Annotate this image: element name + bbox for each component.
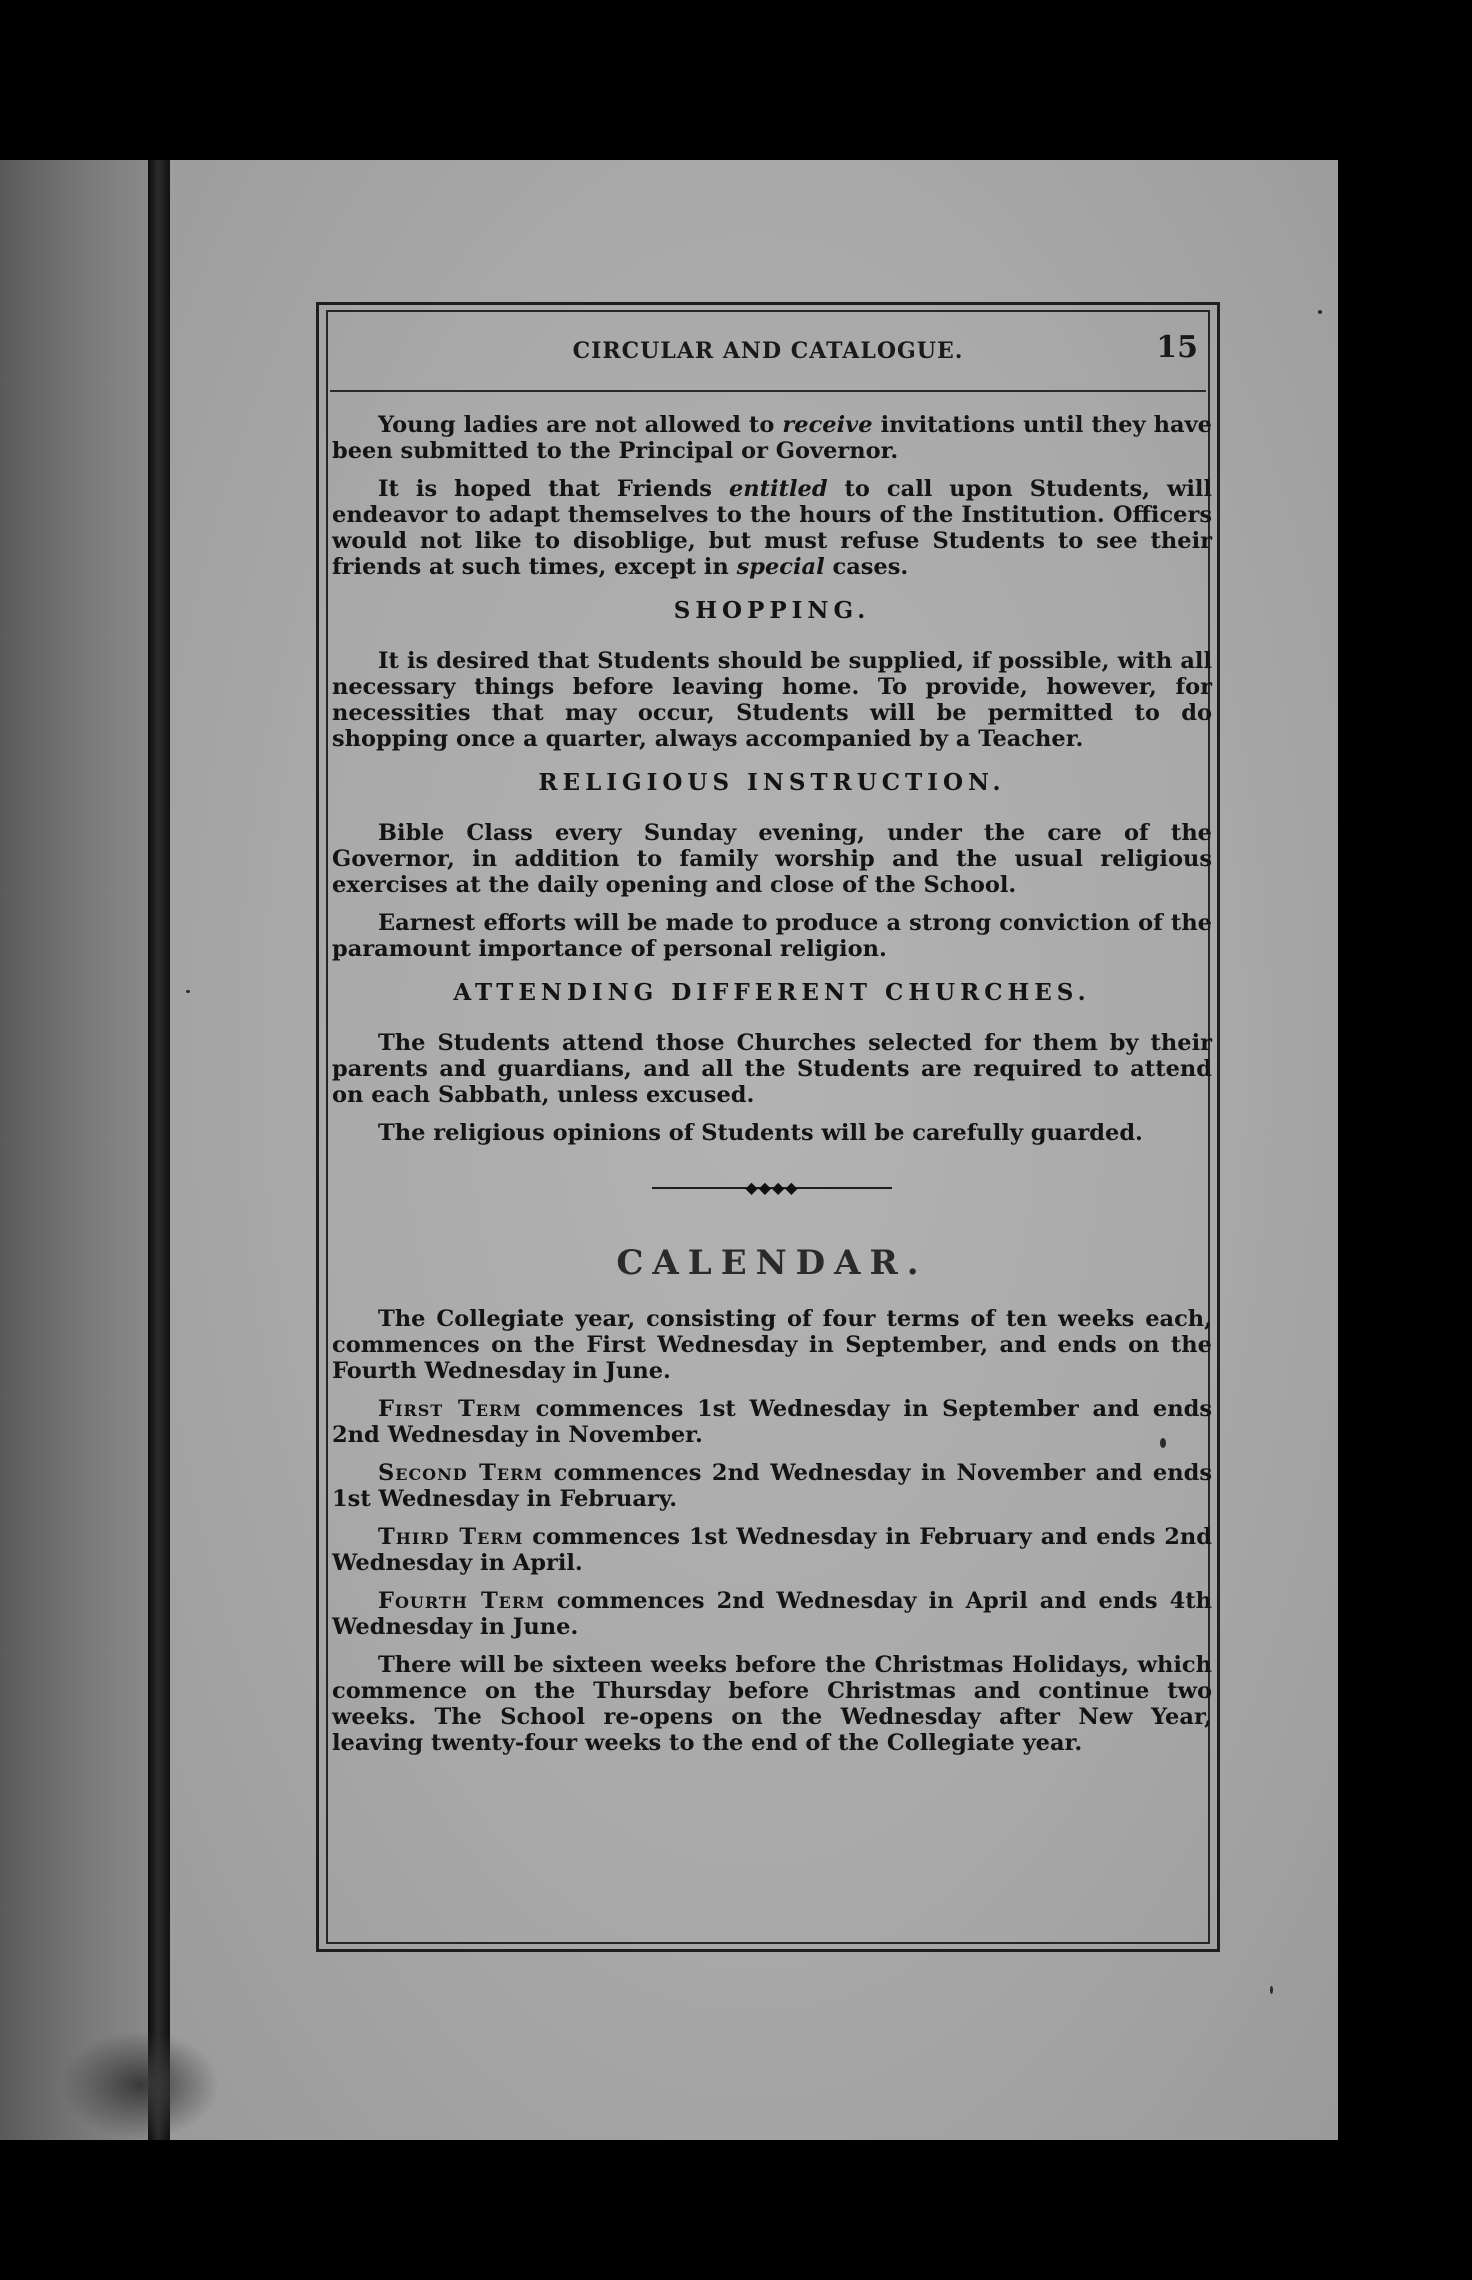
heading-shopping: SHOPPING. (673, 597, 871, 624)
ink-speck (1318, 310, 1322, 314)
paragraph-collegiate-year: The Collegiate year, consisting of four terms of ten weeks each, commences on the First Wednesday in September, and ends on the Fourth Wednesday in June. (332, 1306, 1212, 1384)
term-label: Third Term (378, 1524, 524, 1550)
paragraph-friends (332, 476, 1212, 580)
binding-gutter (148, 160, 170, 2140)
text-run: invitations until they have been submitted to the Principal or Governor. (332, 412, 1212, 464)
paragraph-christmas-holidays: There will be sixteen weeks before the Christmas Holidays, which commence on the Thursday before Christmas and continue two weeks. The School re-opens on the Wednesday after New Year, leaving twenty-four weeks to the end of the Collegiate year. (332, 1652, 1212, 1756)
paragraph-earnest-efforts: Earnest efforts will be made to produce a strong conviction of the paramount importance of personal religion. (332, 910, 1212, 962)
paragraph-bible-class: Bible Class every Sunday evening, under the care of the Governor, in addition to family worship and the usual religious exercises at the daily opening and close of the School. (332, 820, 1212, 898)
ink-speck (1160, 1438, 1166, 1448)
page-number: 15 (1156, 330, 1198, 365)
scan-shadow (60, 2030, 220, 2140)
paragraph-second-term (332, 1460, 1212, 1512)
paragraph-churches: The Students attend those Churches selected for them by their parents and guardians, and all the Students are required to attend on each Sabbath, unless excused. (332, 1030, 1212, 1108)
page-body (332, 412, 1212, 1768)
paragraph-fourth-term (332, 1588, 1212, 1640)
term-label: Fourth Term (378, 1588, 545, 1614)
italic-run: entitled (728, 476, 828, 502)
ink-speck (186, 990, 190, 993)
text-run: cases. (824, 554, 909, 580)
paragraph-first-term (332, 1396, 1212, 1448)
term-label: First Term (378, 1396, 522, 1422)
header-rule (330, 390, 1206, 392)
running-title: CIRCULAR AND CATALOGUE. (572, 338, 964, 364)
text-run: It is hoped that Friends (378, 476, 729, 502)
heading-attending-churches: ATTENDING DIFFERENT CHURCHES. (453, 979, 1091, 1006)
term-text: commences 1st Wednesday in September and ends 2nd Wednesday in November. (332, 1396, 1212, 1448)
paragraph-religious-opinions: The religious opinions of Students will be carefully guarded. (378, 1120, 1143, 1146)
running-head (330, 330, 1206, 370)
italic-run: receive (782, 412, 873, 438)
ornamental-rule (652, 1176, 892, 1200)
facing-page-edge (0, 160, 148, 2140)
ink-speck (1270, 1986, 1273, 1994)
term-text: commences 2nd Wednesday in November and ends 1st Wednesday in February. (332, 1460, 1212, 1512)
paragraph-invitations (332, 412, 1212, 464)
term-text: commences 1st Wednesday in February and ends 2nd Wednesday in April. (332, 1524, 1212, 1576)
text-run: Young ladies are not allowed to (378, 412, 783, 438)
paragraph-third-term (332, 1524, 1212, 1576)
text-run: to call upon Students, will endeavor to adapt themselves to the hours of the Institution. Officers would not like to disoblige, but must refuse Students to see their friends at such times, except in (332, 476, 1212, 580)
italic-run: special (736, 554, 825, 580)
heading-religious-instruction: RELIGIOUS INSTRUCTION. (538, 769, 1006, 796)
term-label: Second Term (378, 1460, 544, 1486)
heading-calendar: CALENDAR. (616, 1243, 928, 1283)
term-text: commences 2nd Wednesday in April and ends 4th Wednesday in June. (332, 1588, 1212, 1640)
ornament-diamonds: ◆◆◆◆ (745, 1178, 799, 1197)
paragraph-shopping: It is desired that Students should be supplied, if possible, with all necessary things before leaving home. To provide, however, for necessities that may occur, Students will be permitted to do shopping once a quarter, always accompanied by a Teacher. (332, 648, 1212, 752)
